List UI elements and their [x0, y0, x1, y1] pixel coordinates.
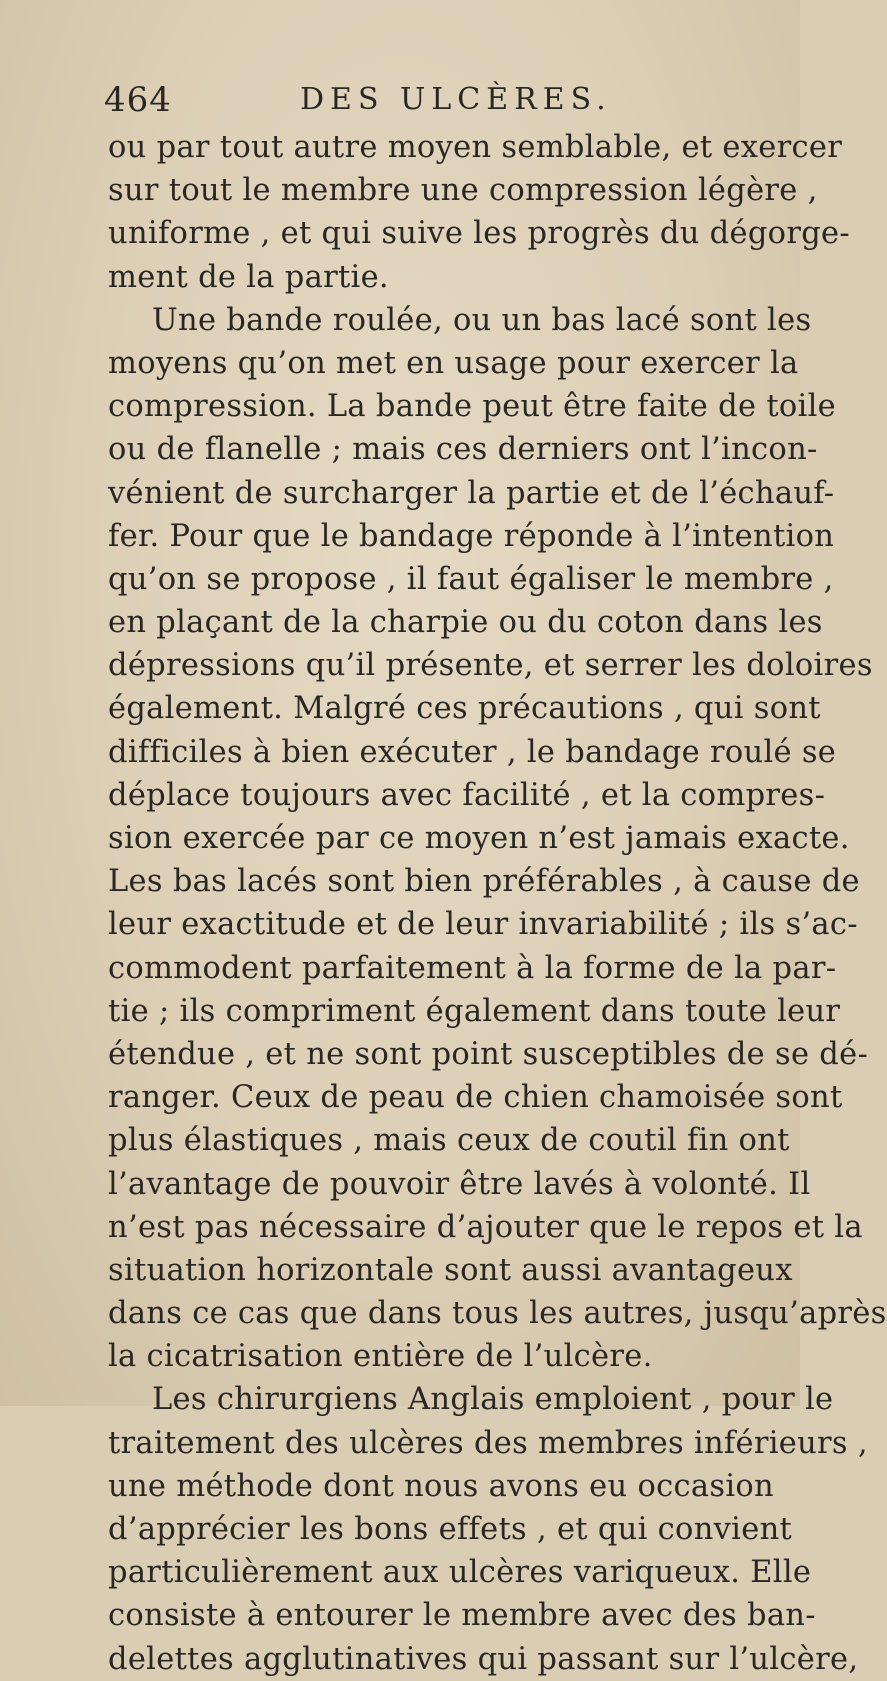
text-line: dépressions qu’il présente, et serrer les doloires	[108, 648, 873, 684]
text-line: étendue , et ne sont point susceptibles de se dé-	[108, 1036, 869, 1072]
text-line: l’avantage de pouvoir être lavés à volonté. Il	[108, 1166, 811, 1202]
text-line: sur tout le membre une compression légère ,	[108, 173, 818, 209]
text-line: ou de flanelle ; mais ces derniers ont l’incon-	[108, 432, 818, 468]
text-line: d’apprécier les bons effets , et qui convient	[108, 1512, 793, 1547]
page-number: 464	[104, 80, 172, 120]
text-line: dans ce cas que dans tous les autres, jusqu’après	[108, 1296, 887, 1332]
text-line: consiste à entourer le membre avec des ban-	[108, 1598, 816, 1634]
text-line: déplace toujours avec facilité , et la compres-	[108, 777, 826, 813]
text-line: n’est pas nécessaire d’ajouter que le repos et la	[108, 1209, 863, 1245]
text-line: difficiles à bien exécuter , le bandage roulé se	[108, 734, 837, 770]
text-line: plus élastiques , mais ceux de coutil fin ont	[108, 1123, 790, 1159]
text-line: commodent parfaitement à la forme de la par-	[108, 950, 837, 986]
body-text	[108, 126, 887, 1681]
text-line: sion exercée par ce moyen n’est jamais exacte.	[108, 821, 850, 856]
running-title: DES ULCÈRES.	[300, 82, 612, 117]
text-line: compression. La bande peut être faite de toile	[108, 389, 837, 425]
text-line: Les bas lacés sont bien préférables , à cause de	[108, 864, 860, 900]
text-line: une méthode dont nous avons eu occasion	[108, 1468, 774, 1504]
text-line: ou par tout autre moyen semblable, et exercer	[108, 130, 843, 165]
text-line: la cicatrisation entière de l’ulcère.	[108, 1339, 653, 1375]
text-line: également. Malgré ces précautions , qui sont	[108, 691, 821, 727]
text-line: en plaçant de la charpie ou du coton dans les	[108, 605, 823, 641]
text-line: situation horizontale sont aussi avantageux	[108, 1252, 793, 1288]
text-line: traitement des ulcères des membres inférieurs ,	[108, 1425, 868, 1461]
text-line: fer. Pour que le bandage réponde à l’intention	[108, 518, 835, 554]
text-line: Une bande roulée, ou un bas lacé sont les	[152, 302, 812, 338]
text-line: particulièrement aux ulcères variqueux. Elle	[108, 1555, 812, 1591]
text-line: tie ; ils compriment également dans toute leur	[108, 993, 841, 1029]
text-line: Les chirurgiens Anglais emploient , pour le	[152, 1382, 834, 1418]
text-line: vénient de surcharger la partie et de l’échauf-	[108, 475, 835, 511]
page-header	[104, 72, 744, 128]
text-line: qu’on se propose , il faut égaliser le membre ,	[108, 561, 834, 597]
text-line: delettes agglutinatives qui passant sur l’ulcère,	[108, 1641, 859, 1677]
text-line: uniforme , et qui suive les progrès du dégorge-	[108, 216, 850, 252]
text-line: ment de la partie.	[108, 259, 389, 295]
text-line: ranger. Ceux de peau de chien chamoisée sont	[108, 1080, 843, 1116]
text-line: moyens qu’on met en usage pour exercer la	[108, 345, 799, 381]
text-line: leur exactitude et de leur invariabilité ; ils s’ac-	[108, 907, 858, 943]
